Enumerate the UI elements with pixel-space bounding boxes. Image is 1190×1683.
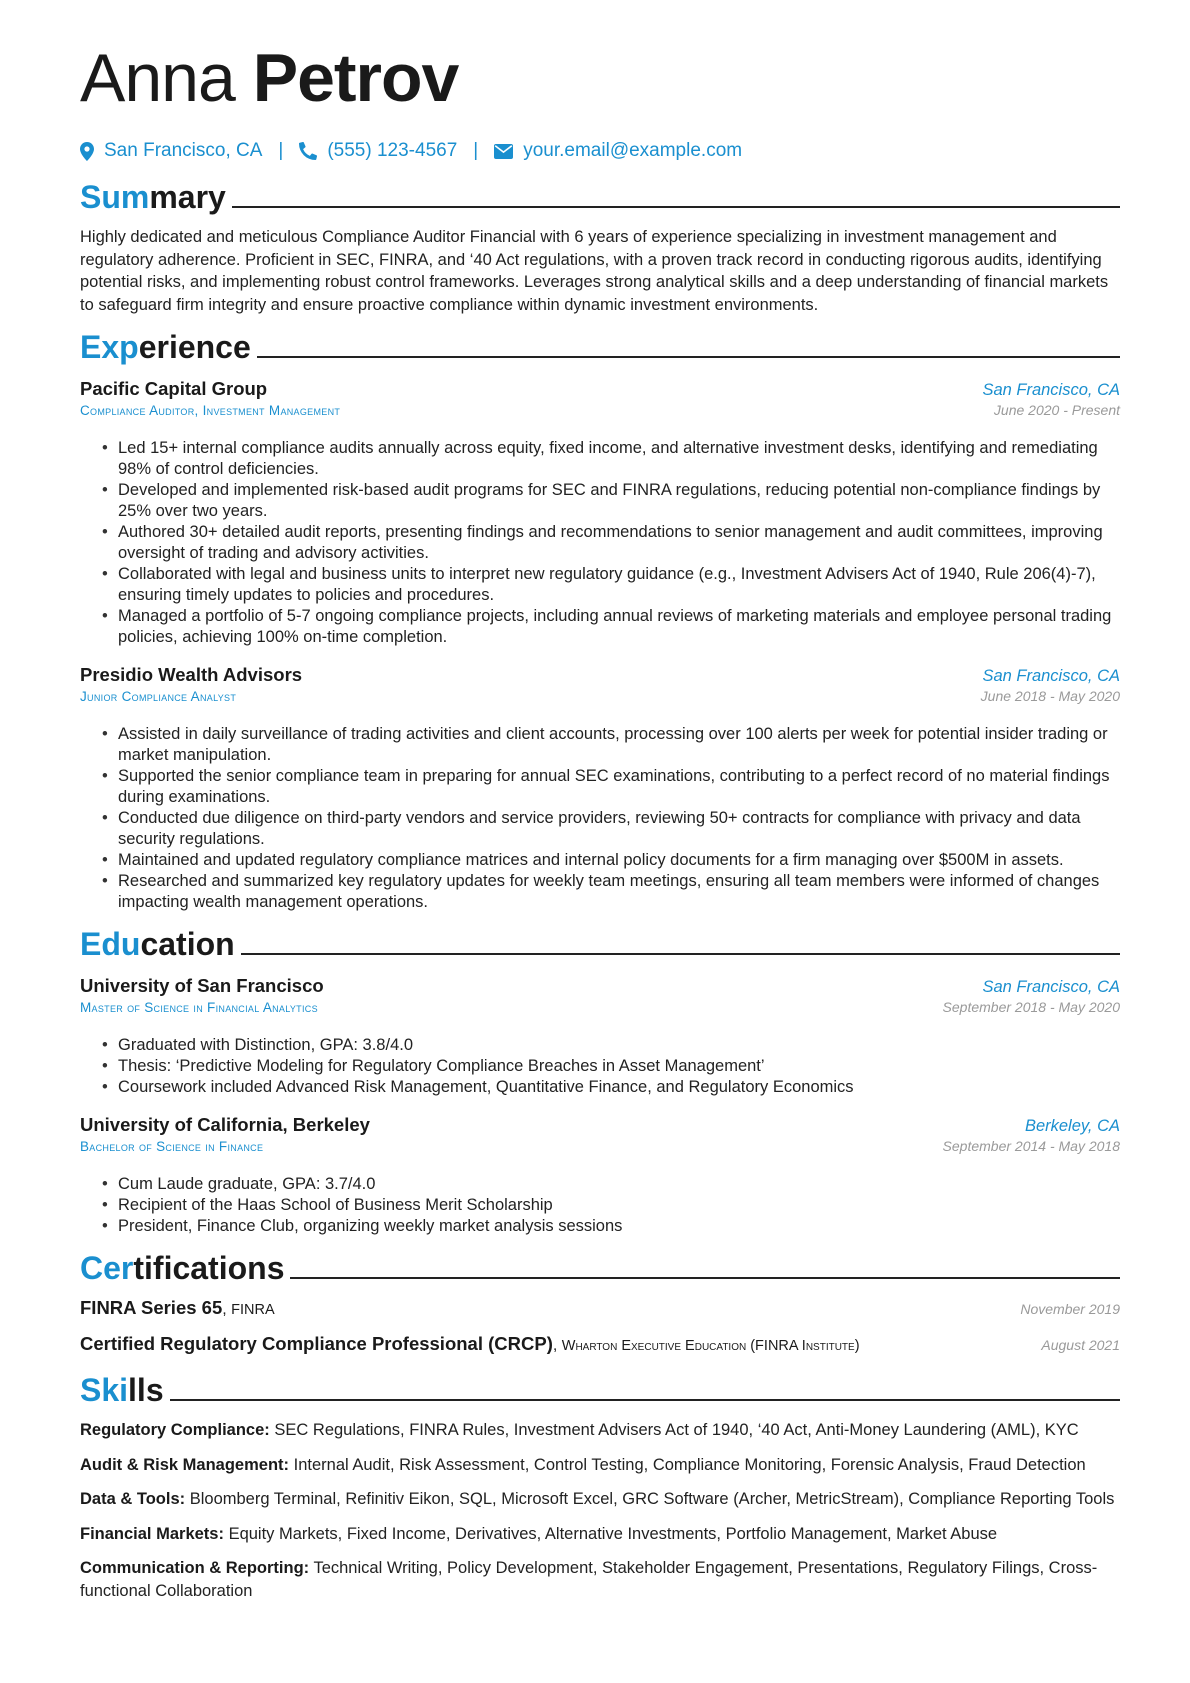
skill-category: Audit & Risk Management: bbox=[80, 1455, 290, 1474]
school-name: University of California, Berkeley bbox=[80, 1114, 370, 1135]
skill-list: Technical Writing, Policy Development, Stakeholder Engagement, Presentations, Regulatory Filings, Cross-functional Collaboration bbox=[80, 1559, 1098, 1600]
bullet-item: • Managed a portfolio of 5-7 ongoing compliance projects, including annual reviews of marketing materials and employee personal trading policies, achieving 100% on-time completion. bbox=[102, 606, 1120, 648]
school-location: Berkeley, CA bbox=[1024, 1117, 1120, 1135]
employer-name: Pacific Capital Group bbox=[80, 378, 268, 399]
section-divider bbox=[257, 356, 1120, 358]
certification-name: FINRA Series 65 bbox=[80, 1297, 223, 1318]
phone-icon bbox=[299, 142, 317, 160]
certification-issuer: FINRA bbox=[231, 1302, 275, 1318]
email-text: your.email@example.com bbox=[523, 140, 743, 161]
summary-text: Highly dedicated and meticulous Compliance Auditor Financial with 6 years of experience specializing in investment management and regulatory adherence. Proficient in SEC, FINRA, and ‘40 Act regulations, with a proven track record in conducting rigorous audits, identifying potential risks, and implementing robust control frameworks. Leverages strong analytical skills and a deep understanding of financial markets to safeguard firm integrity and ensure proactive compliance within dynamic investment environments. bbox=[80, 228, 1109, 314]
section-heading bbox=[80, 328, 1120, 366]
certification-date: August 2021 bbox=[1041, 1337, 1120, 1353]
contact-bar bbox=[80, 136, 1120, 166]
bullet-item: • Thesis: ‘Predictive Modeling for Regulatory Compliance Breaches in Asset Management’ bbox=[102, 1056, 1120, 1077]
education-entry bbox=[80, 1114, 1120, 1237]
bullet-item: • President, Finance Club, organizing weekly market analysis sessions bbox=[102, 1216, 1120, 1237]
bullet-item: • Collaborated with legal and business units to interpret new regulatory guidance (e.g., Investment Advisers Act of 1940, Rule 206(4)-7), ensuring timely updates to policies and procedures. bbox=[102, 564, 1120, 606]
map-pin-icon bbox=[80, 142, 94, 161]
employer-name: Presidio Wealth Advisors bbox=[80, 664, 303, 685]
contact-location bbox=[80, 140, 262, 162]
job-dates: June 2020 - Present bbox=[993, 402, 1120, 418]
bullet-item: • Supported the senior compliance team in preparing for annual SEC examinations, contributing to a perfect record of no material findings during examinations. bbox=[102, 766, 1120, 808]
bullet-item: • Developed and implemented risk-based audit programs for SEC and FINRA regulations, reducing potential non-compliance findings by 25% over two years. bbox=[102, 480, 1120, 522]
bullet-item: • Coursework included Advanced Risk Management, Quantitative Finance, and Regulatory Economics bbox=[102, 1077, 1120, 1098]
section-title: Summary bbox=[80, 179, 226, 215]
skill-list: SEC Regulations, FINRA Rules, Investment Advisers Act of 1940, ‘40 Act, Anti-Money Laundering (AML), KYC bbox=[274, 1421, 1079, 1439]
bullet-item: • Assisted in daily surveillance of trading activities and client accounts, processing over 100 alerts per week for potential insider trading or market manipulation. bbox=[102, 724, 1120, 766]
certification-date: November 2019 bbox=[1020, 1301, 1120, 1317]
school-location: San Francisco, CA bbox=[982, 978, 1120, 996]
job-bullets bbox=[80, 724, 1120, 913]
bullet-item: • Conducted due diligence on third-party vendors and service providers, reviewing 50+ contracts for compliance with privacy and data security regulations. bbox=[102, 808, 1120, 850]
section-heading bbox=[80, 925, 1120, 963]
job-dates: June 2018 - May 2020 bbox=[980, 688, 1120, 704]
bullet-item: • Cum Laude graduate, GPA: 3.7/4.0 bbox=[102, 1174, 1120, 1195]
contact-email[interactable] bbox=[494, 140, 742, 162]
experience-entry bbox=[80, 664, 1120, 913]
degree-name: Master of Science in Financial Analytics bbox=[80, 1000, 318, 1015]
section-heading bbox=[80, 1371, 1120, 1409]
resume-content bbox=[80, 38, 1120, 1602]
degree-name: Bachelor of Science in Finance bbox=[80, 1139, 264, 1154]
section-title: Education bbox=[80, 926, 235, 962]
certifications-section bbox=[80, 1249, 1120, 1359]
section-title: Skills bbox=[80, 1372, 164, 1408]
certification-item: Certified Regulatory Compliance Professional (CRCP), Wharton Executive Education (FINRA Institute) August 2021 bbox=[80, 1333, 1120, 1354]
bullet-item: • Recipient of the Haas School of Business Merit Scholarship bbox=[102, 1195, 1120, 1216]
job-title: Junior Compliance Analyst bbox=[80, 689, 237, 704]
experience-section bbox=[80, 328, 1120, 913]
contact-separator: | bbox=[473, 140, 479, 161]
section-title: Certifications bbox=[80, 1250, 285, 1286]
bullet-item: • Authored 30+ detailed audit reports, presenting findings and recommendations to senior management and audit committees, improving oversight of trading and advisory activities. bbox=[102, 522, 1120, 564]
job-bullets bbox=[80, 438, 1120, 648]
section-divider bbox=[232, 206, 1120, 208]
envelope-icon bbox=[494, 144, 513, 159]
contact-phone[interactable] bbox=[299, 140, 457, 162]
job-location: San Francisco, CA bbox=[982, 381, 1120, 399]
section-divider bbox=[290, 1277, 1120, 1279]
education-bullets bbox=[80, 1174, 1120, 1237]
skill-category: Communication & Reporting: bbox=[80, 1559, 310, 1577]
school-dates: September 2018 - May 2020 bbox=[942, 999, 1120, 1015]
bullet-item: • Researched and summarized key regulatory updates for weekly team meetings, ensuring all team members were informed of changes impacting wealth management operations. bbox=[102, 871, 1120, 913]
skill-list: Bloomberg Terminal, Refinitiv Eikon, SQL, Microsoft Excel, GRC Software (Archer, MetricStream), Compliance Reporting Tools bbox=[189, 1490, 1115, 1508]
summary-section bbox=[80, 178, 1120, 316]
bullet-item: • Maintained and updated regulatory compliance matrices and internal policy documents for a firm managing over $500M in assets. bbox=[102, 850, 1120, 871]
section-heading bbox=[80, 178, 1120, 216]
job-title: Compliance Auditor, Investment Management bbox=[80, 403, 341, 418]
bullet-item: • Graduated with Distinction, GPA: 3.8/4.0 bbox=[102, 1035, 1120, 1056]
education-bullets bbox=[80, 1035, 1120, 1098]
job-location: San Francisco, CA bbox=[982, 667, 1120, 685]
certification-item: FINRA Series 65, FINRA November 2019 bbox=[80, 1297, 1120, 1318]
phone-text: (555) 123-4567 bbox=[327, 140, 458, 161]
skills-section bbox=[80, 1371, 1120, 1602]
school-dates: September 2014 - May 2018 bbox=[942, 1138, 1120, 1154]
candidate-name bbox=[80, 38, 1120, 118]
skill-row bbox=[80, 1454, 1120, 1477]
skill-category: Financial Markets: bbox=[80, 1524, 224, 1543]
contact-separator: | bbox=[278, 140, 284, 161]
education-section bbox=[80, 925, 1120, 1237]
section-divider bbox=[170, 1399, 1120, 1401]
experience-entry bbox=[80, 378, 1120, 648]
skill-list: Internal Audit, Risk Assessment, Control Testing, Compliance Monitoring, Forensic Analysis, Fraud Detection bbox=[293, 1455, 1086, 1474]
first-name: Anna bbox=[80, 40, 235, 116]
section-heading bbox=[80, 1249, 1120, 1287]
certification-name: Certified Regulatory Compliance Professional (CRCP) bbox=[80, 1333, 553, 1354]
skill-category: Data & Tools: bbox=[80, 1490, 186, 1508]
skill-row bbox=[80, 1523, 1120, 1546]
education-entry bbox=[80, 975, 1120, 1098]
bullet-item: • Led 15+ internal compliance audits annually across equity, fixed income, and alternative investment desks, identifying and remediating 98% of control deficiencies. bbox=[102, 438, 1120, 480]
skill-category: Regulatory Compliance: bbox=[80, 1421, 270, 1439]
school-name: University of San Francisco bbox=[80, 975, 324, 996]
section-title: Experience bbox=[80, 329, 251, 365]
skill-row bbox=[80, 1557, 1120, 1602]
certification-issuer: Wharton Executive Education (FINRA Institute) bbox=[561, 1338, 860, 1354]
location-text: San Francisco, CA bbox=[104, 140, 263, 161]
skill-row bbox=[80, 1488, 1120, 1511]
skill-list: Equity Markets, Fixed Income, Derivatives, Alternative Investments, Portfolio Management, Market Abuse bbox=[228, 1524, 998, 1543]
skill-row bbox=[80, 1419, 1120, 1442]
last-name: Petrov bbox=[252, 40, 459, 116]
section-divider bbox=[241, 953, 1120, 955]
